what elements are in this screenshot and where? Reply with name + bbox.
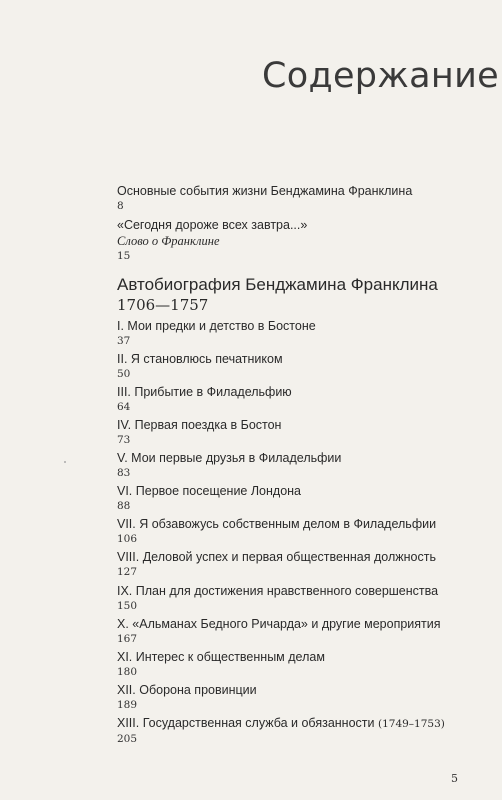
toc-chapter bbox=[117, 583, 457, 613]
chapter-year-range: (1749–1753) bbox=[377, 718, 445, 730]
chapter-page: 180 bbox=[117, 666, 138, 678]
chapter-page: 127 bbox=[117, 566, 138, 578]
chapter-title: VIII. Деловой успех и первая общественная должность bbox=[117, 550, 436, 564]
section-heading-years: 1706—1757 bbox=[117, 296, 209, 314]
toc-chapter bbox=[117, 351, 457, 381]
chapter-title: VI. Первое посещение Лондона bbox=[117, 484, 302, 498]
toc-entry-title: Основные события жизни Бенджамина Франклина bbox=[117, 184, 413, 198]
chapter-title: XIII. Государственная служба и обязанности bbox=[117, 716, 375, 730]
chapter-title-line bbox=[117, 715, 457, 732]
toc-chapter bbox=[117, 616, 457, 646]
chapter-title: V. Мои первые друзья в Филадельфии bbox=[117, 451, 342, 465]
toc-entry-foreword bbox=[117, 217, 457, 263]
chapter-page: 167 bbox=[117, 633, 138, 645]
chapter-title: I. Мои предки и детство в Бостоне bbox=[117, 319, 316, 333]
section-heading-title: Автобиография Бенджамина Франклина bbox=[117, 275, 438, 294]
chapter-page: 88 bbox=[117, 500, 131, 512]
chapter-title: XII. Оборона провинции bbox=[117, 683, 257, 697]
toc-entry-subtitle: Слово о Франклине bbox=[117, 234, 220, 248]
chapter-page: 37 bbox=[117, 335, 131, 347]
chapter-title: II. Я становлюсь печатником bbox=[117, 352, 283, 366]
chapter-page: 205 bbox=[117, 733, 138, 745]
paper-speck bbox=[64, 461, 66, 463]
chapter-page: 73 bbox=[117, 434, 131, 446]
toc-chapter bbox=[117, 682, 457, 712]
toc-chapter bbox=[117, 516, 457, 546]
chapter-page: 150 bbox=[117, 600, 138, 612]
toc-entry-page: 8 bbox=[117, 200, 124, 212]
chapter-title: X. «Альманах Бедного Ричарда» и другие мероприятия bbox=[117, 617, 441, 631]
toc-chapter bbox=[117, 417, 457, 447]
chapter-title: VII. Я обзавожусь собственным делом в Филадельфии bbox=[117, 517, 437, 531]
toc-entry-page: 15 bbox=[117, 250, 131, 262]
toc-chapter bbox=[117, 384, 457, 414]
chapter-page: 106 bbox=[117, 533, 138, 545]
toc-chapter bbox=[117, 318, 457, 348]
toc-chapter bbox=[117, 649, 457, 679]
chapter-page: 189 bbox=[117, 699, 138, 711]
toc-chapter bbox=[117, 483, 457, 513]
toc-chapter bbox=[117, 715, 457, 746]
toc-chapter bbox=[117, 549, 457, 579]
chapter-page: 83 bbox=[117, 467, 131, 479]
chapter-title: IX. План для достижения нравственного совершенства bbox=[117, 584, 439, 598]
section-heading bbox=[117, 274, 457, 316]
toc-entry-title: «Сегодня дороже всех завтра...» bbox=[117, 218, 308, 232]
chapter-title: IV. Первая поездка в Бостон bbox=[117, 418, 282, 432]
chapter-title: III. Прибытие в Филадельфию bbox=[117, 385, 292, 399]
chapter-title: XI. Интерес к общественным делам bbox=[117, 650, 325, 664]
toc-entry-chronology bbox=[117, 183, 457, 213]
page-number: 5 bbox=[451, 772, 458, 785]
chapter-page: 64 bbox=[117, 401, 131, 413]
toc-chapter bbox=[117, 450, 457, 480]
page-title: Содержание bbox=[262, 56, 499, 96]
chapter-page: 50 bbox=[117, 368, 131, 380]
